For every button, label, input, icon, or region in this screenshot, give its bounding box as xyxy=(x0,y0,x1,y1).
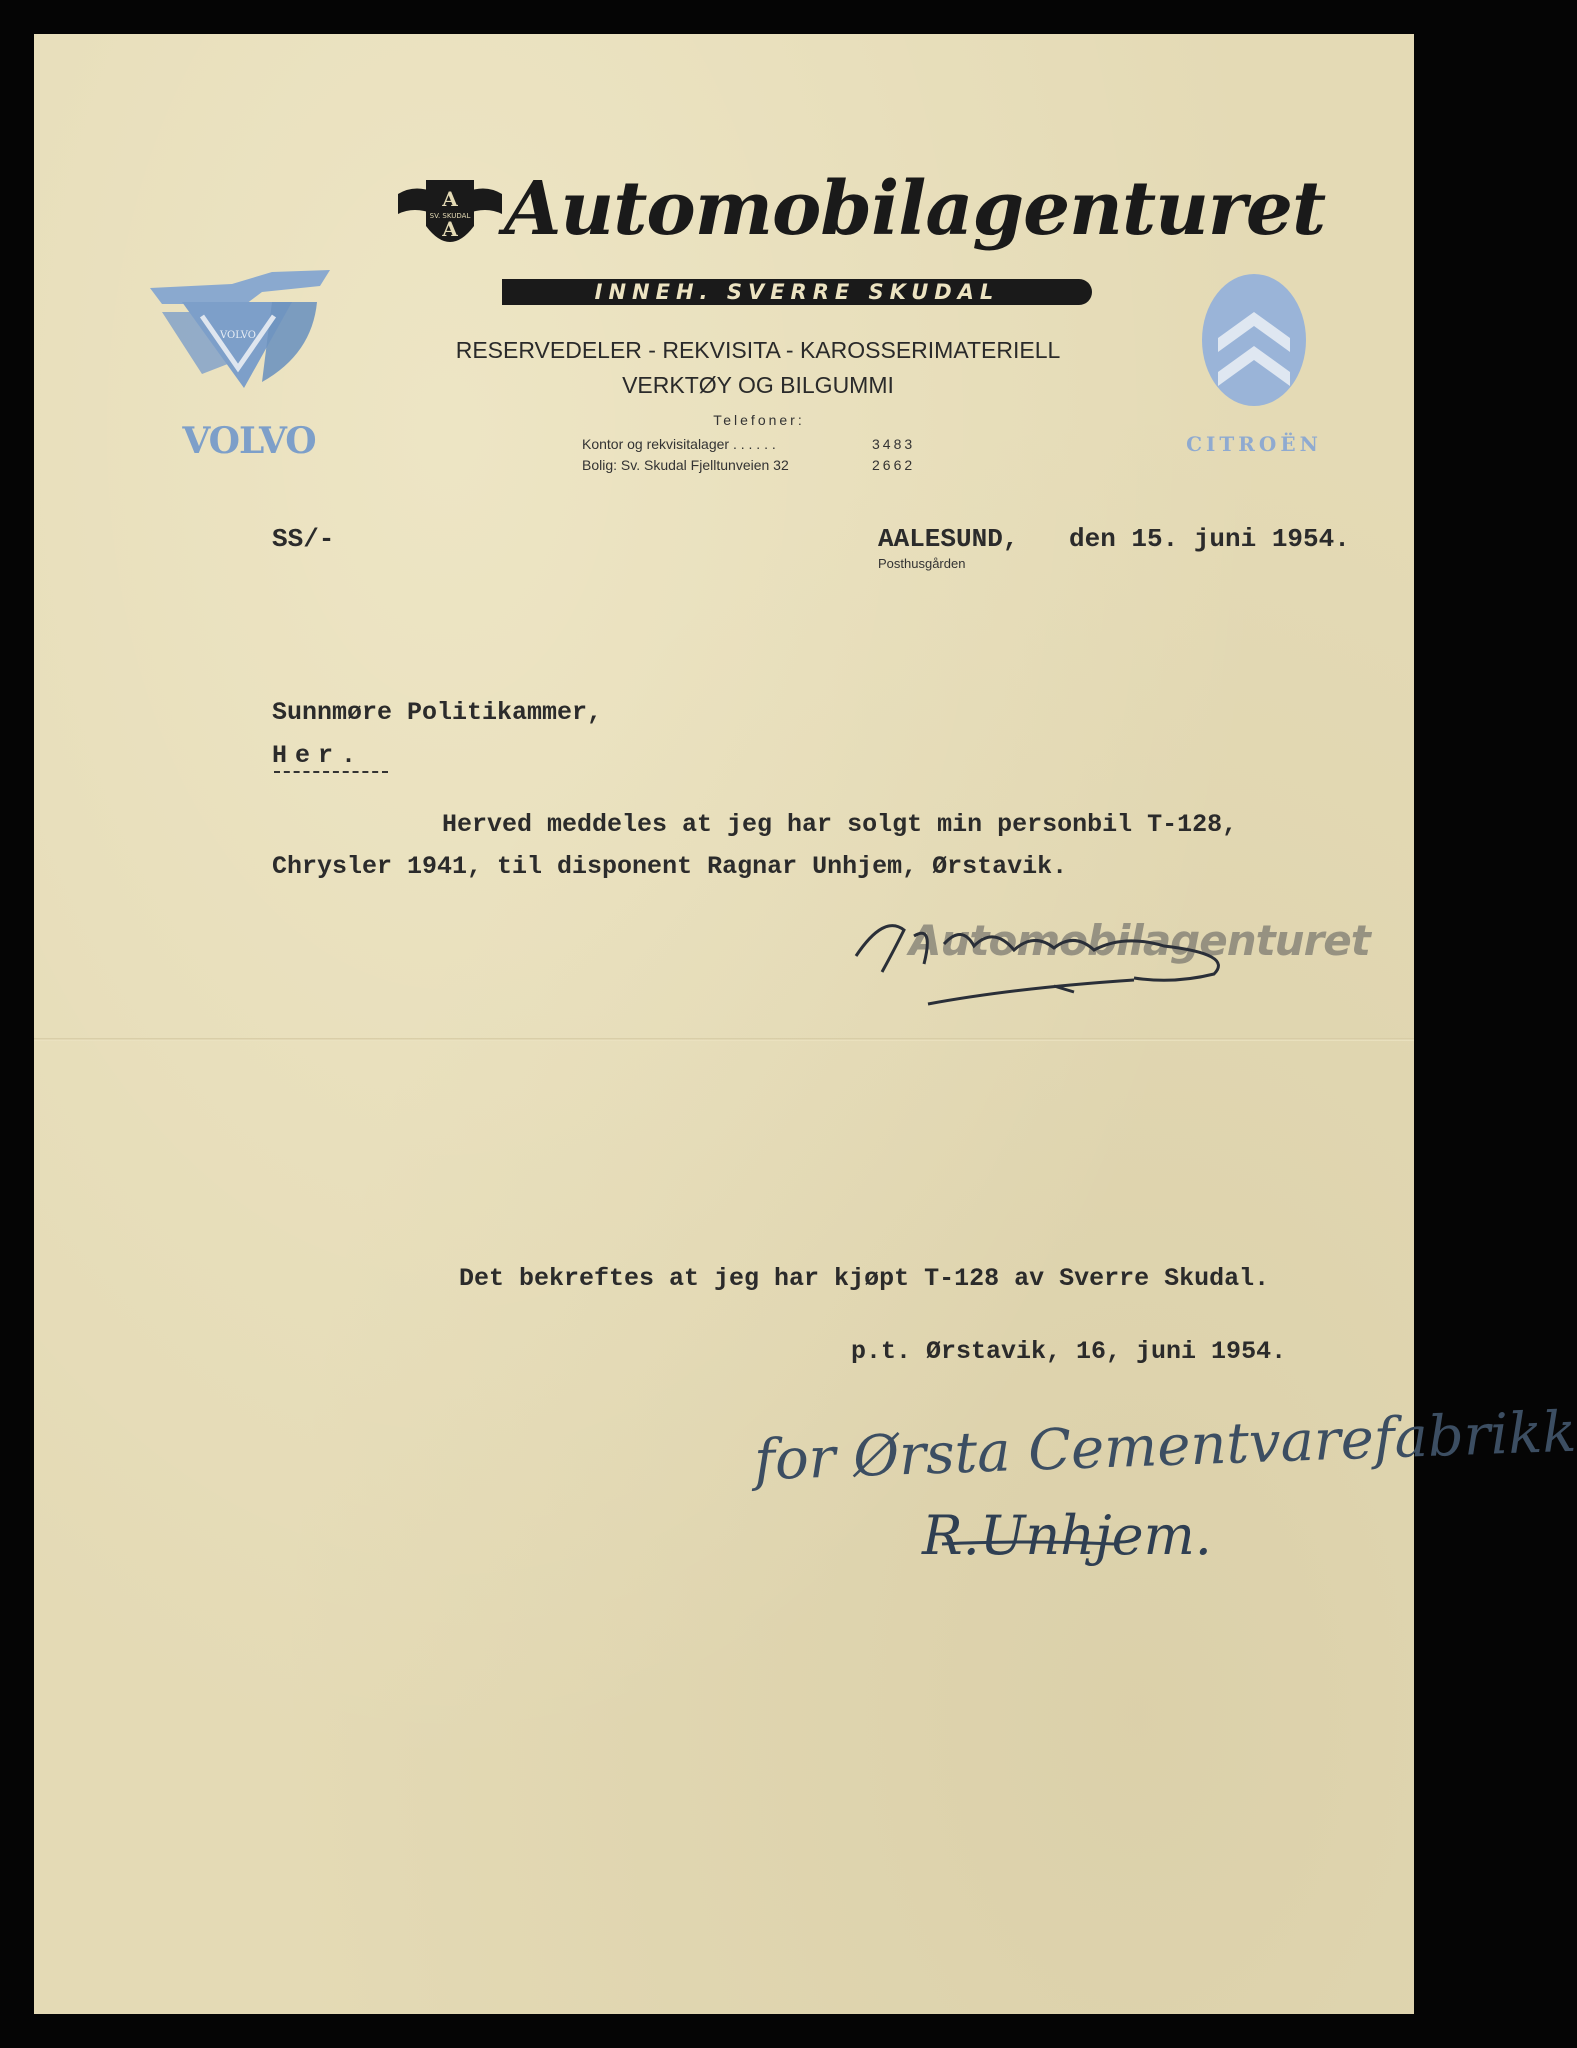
company-wordmark: Automobilagenturet xyxy=(504,166,1326,252)
here-underline xyxy=(274,771,388,773)
volvo-wing-shape xyxy=(150,270,330,304)
phone-number: 3483 xyxy=(872,436,916,452)
body-line-2: Chrysler 1941, til disponent Ragnar Unhjem, Ørstavik. xyxy=(272,852,1068,881)
phone-label: Bolig: Sv. Skudal Fjelltunveien 32 xyxy=(582,457,789,473)
city: AALESUND, xyxy=(878,524,1019,554)
addressee-here: Her. xyxy=(272,741,365,770)
confirmation-place-date: p.t. Ørstavik, 16, juni 1954. xyxy=(851,1337,1287,1366)
street-address: Posthusgården xyxy=(878,556,966,571)
paper-fold-line xyxy=(34,1038,1414,1041)
telephone-title: Telefoner: xyxy=(713,412,805,428)
letter-page xyxy=(34,34,1577,2014)
citroen-oval xyxy=(1202,274,1306,406)
handwritten-company-line: for Ørsta Cementvarefabrikk xyxy=(753,1399,1577,1494)
skudal-signature-underline xyxy=(928,980,1134,1004)
citroen-brand-text: CITROËN xyxy=(1186,432,1322,456)
svg-text:A: A xyxy=(442,217,458,241)
svg-text:A: A xyxy=(442,187,458,211)
handwritten-signature-name: R.Unhjem. xyxy=(922,1504,1212,1567)
confirmation-text: Det bekreftes at jeg har kjøpt T-128 av Sverre Skudal. xyxy=(459,1264,1270,1293)
phone-row xyxy=(582,457,916,473)
company-emblem-logo xyxy=(394,174,506,264)
body-line-1: Herved meddeles at jeg har solgt min personbil T-128, xyxy=(442,810,1238,839)
volvo-badge-text: VOLVO xyxy=(220,330,256,341)
volvo-logo xyxy=(142,264,342,414)
addressee: Sunnmøre Politikammer, xyxy=(272,698,603,727)
citroen-logo xyxy=(1174,254,1334,430)
products-line-1: RESERVEDELER - REKVISITA - KAROSSERIMATERIELL xyxy=(455,337,1061,363)
letter-date: den 15. juni 1954. xyxy=(1069,524,1350,554)
reference-initials: SS/- xyxy=(272,524,335,554)
emblem-text: SV. SKUDAL xyxy=(429,212,471,220)
volvo-brand-text: VOLVO xyxy=(182,420,316,462)
phone-number: 2662 xyxy=(872,457,916,473)
phone-label: Kontor og rekvisitalager . . . . . . xyxy=(582,436,776,452)
owner-line: INNEH. SVERRE SKUDAL xyxy=(502,279,1092,305)
company-stamp: Automobilagenturet xyxy=(909,916,1370,965)
products-line-2: VERKTØY OG BILGUMMI xyxy=(622,372,894,398)
phone-row xyxy=(582,436,916,452)
